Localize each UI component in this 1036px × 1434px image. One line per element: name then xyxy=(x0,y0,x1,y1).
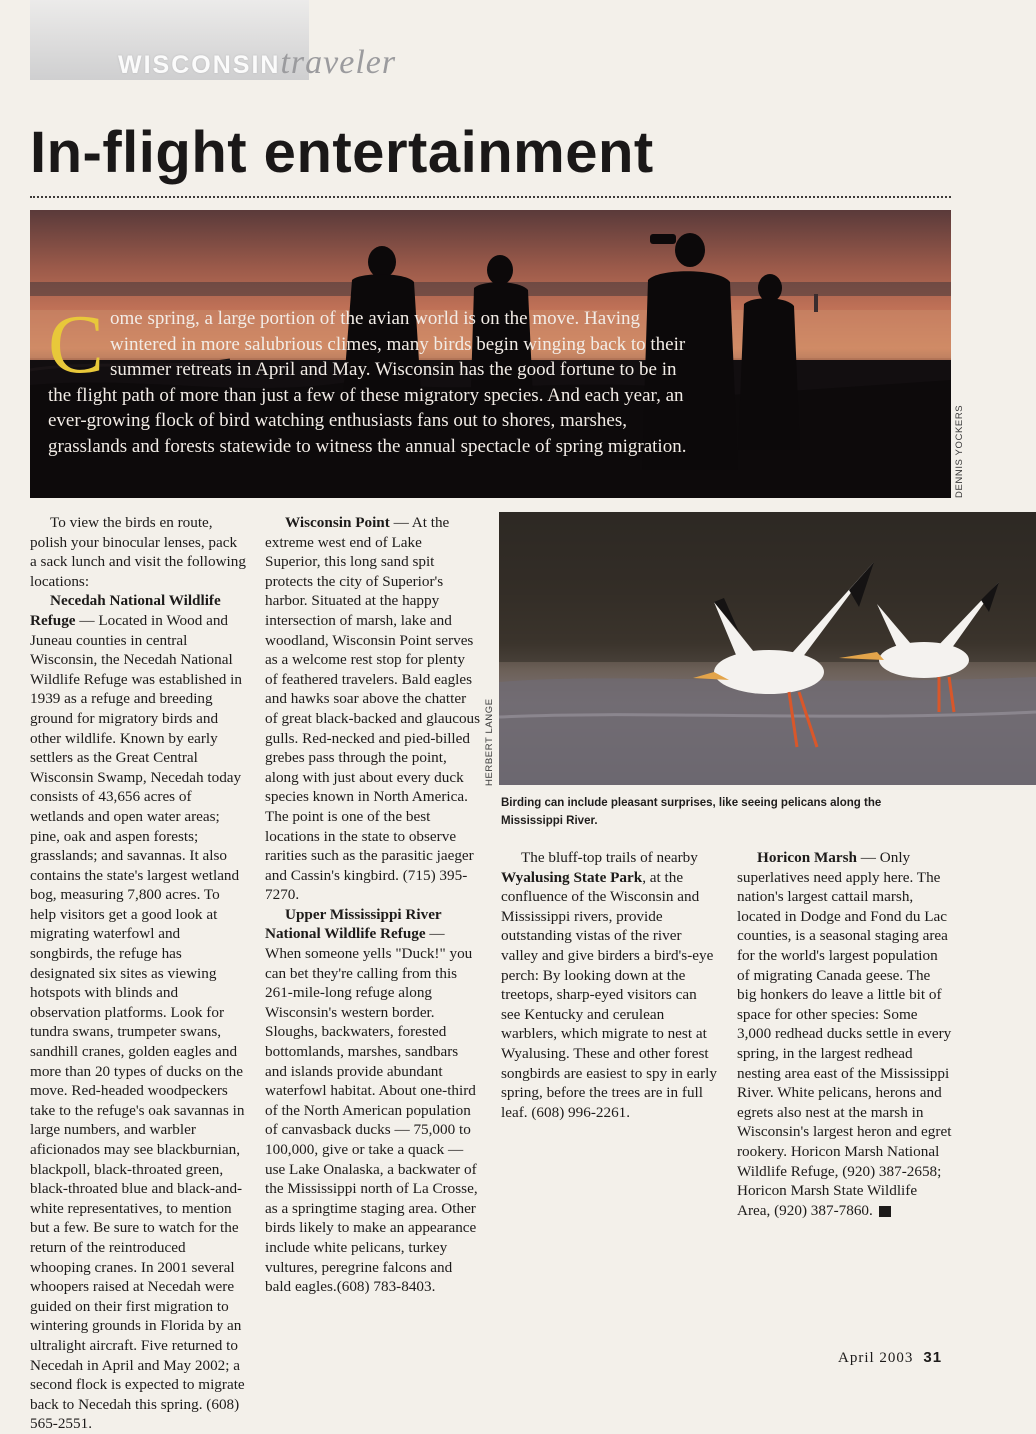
pelicans-illustration xyxy=(499,512,1036,785)
lede-paragraph xyxy=(48,298,688,459)
masthead-state: WISCONSIN xyxy=(118,51,281,79)
end-mark-icon: N xyxy=(879,1206,891,1217)
hero-photo xyxy=(30,210,951,498)
upper-mississippi-entry xyxy=(265,905,481,1297)
intro-paragraph: To view the birds en route, polish your binocular lenses, pack a sack lunch and visit the following locations: xyxy=(30,514,246,590)
necedah-entry xyxy=(30,591,246,1434)
column-3 xyxy=(501,848,717,1122)
horicon-text: — Only superlatives need apply here. The nation's largest cattail marsh, located in Dodge and Fond du Lac counties, is a seasonal staging area for the world's largest population of migrating Canada geese. The big honkers do leave a little bit of space for other species: Some 3,000 redhead ducks settle in every spring, in the largest redhead nesting area east of the Mississippi River. White pelicans, herons and egrets also nest at the marsh in Wisconsin's largest heron and egret rookery. Horicon Marsh National Wildlife Refuge, (920) 387-2658; Horicon Marsh State Wildlife Area, (920) 387-7860. xyxy=(737,849,952,1219)
wisconsin-point-text: — At the extreme west end of Lake Superior, this long sand spit protects the city of Superior's harbor. Situated at the happy intersection of marsh, lake and woodland, Wisconsin Point serves as a welcome rest stop for plenty of feathered travelers. Bald eagles and hawks soar above the chatter of great black-backed and glaucous gulls. Red-necked and pied-billed grebes pass through the point, along with just about every duck species known in North America. The point is one of the best locations in the state to observe rarities such as the parasitic jaeger and Cassin's kingbird. (715) 395-7270. xyxy=(265,514,481,904)
pelican-photo-credit: HERBERT LANGE xyxy=(484,698,495,786)
wyalusing-text: , at the confluence of the Wisconsin and Mississippi rivers, provide outstanding vistas of the river valley and give birders a bird's-eye perch: By looking down at the treetops, sharp-eyed visitors can see Kentucky and cerulean warblers, which migrate to nest at Wyalusing. These and other forest songbirds are easiest to spy in early spring, before the trees are in full leaf. (608) 996-2261. xyxy=(501,868,717,1121)
wyalusing-entry xyxy=(501,848,717,1122)
photo-caption: Birding can include pleasant surprises, like seeing pelicans along the Mississippi River. xyxy=(501,797,882,827)
issue-date: April 2003 xyxy=(838,1350,914,1366)
upper-mississippi-text: — When someone yells "Duck!" you can bet they're calling from this 261-mile-long refuge along Wisconsin's western border. Sloughs, backwaters, forested bottomlands, marshes, sandbars and islands provide abundant waterfowl habitat. About one-third of the North American population of canvasback ducks — 75,000 to 100,000, give or take a quack — use Lake Onalaska, a backwater of the Mississippi north of La Crosse, as a springtime staging area. Other birds likely to make an appearance include white pelicans, turkey vultures, peregrine falcons and bald eagles.(608) 783-8403. xyxy=(265,925,478,1296)
column-2 xyxy=(265,513,481,1297)
pelican-photo xyxy=(499,512,1036,785)
masthead-section: traveler xyxy=(280,44,397,81)
wyalusing-lead: The bluff-top trails of nearby xyxy=(521,849,698,866)
horicon-heading: Horicon Marsh xyxy=(757,849,857,866)
page-number: 31 xyxy=(923,1349,943,1366)
necedah-text: — Located in Wood and Juneau counties in central Wisconsin, the Necedah National Wildlife Refuge was established in 1939 as a refuge and breeding ground for migratory birds and other wildlife. Known by early settlers as the Great Central Wisconsin Swamp, Necedah today consists of 43,656 acres of wetlands and open water areas; pine, oak and aspen forests; grasslands; and savannas. It also contains the state's largest wetland bog, measuring 7,800 acres. To help visitors get a good look at migrating waterfowl and songbirds, the refuge has designated six sites as viewing hotspots with blinds and observation platforms. Look for tundra swans, trumpeter swans, sandhill cranes, golden eagles and more than 20 types of ducks on the move. Red-headed woodpeckers take to the refuge's oak savannas in large numbers, and warbler aficionados may see blackburnian, blackpoll, black-throated green, black-throated blue and black-and-white representatives, to mention but a few. Be sure to watch for the return of the reintroduced whooping cranes. In 2001 several whoopers raised at Necedah were guided on their first migration to wintering grounds in Florida by an ultralight aircraft. Five returned to Necedah in April and May 2002; a second flock is expected to migrate back to Necedah this spring. (608) 565-2551. xyxy=(30,611,245,1433)
article-headline: In-flight entertainment xyxy=(30,120,654,185)
page-footer xyxy=(838,1349,942,1367)
horicon-entry xyxy=(737,848,953,1220)
masthead xyxy=(118,44,396,84)
column-4 xyxy=(737,848,953,1220)
dotted-divider xyxy=(30,196,951,198)
lede-text: ome spring, a large portion of the avian world is on the move. Having wintered in more salubrious climes, many birds begin winging back to their summer retreats in April and May. Wisconsin has the good fortune to be in the flight path of more than just a few of these migratory species. And each year, an ever-growing flock of bird watching enthusiasts fans out to shores, marshes, grasslands and forests statewide to witness the annual spectacle of spring migration. xyxy=(48,308,687,457)
hero-photo-credit: DENNIS YOCKERS xyxy=(954,404,965,498)
necedah-heading: Necedah National Wildlife Refuge xyxy=(30,592,221,629)
wisconsin-point-entry xyxy=(265,513,481,905)
wisconsin-point-heading: Wisconsin Point xyxy=(285,514,390,531)
upper-mississippi-heading: Upper Mississippi River National Wildlife Refuge xyxy=(265,905,442,943)
drop-cap: C xyxy=(48,298,105,391)
wyalusing-heading: Wyalusing State Park xyxy=(501,868,643,886)
column-1 xyxy=(30,513,246,1434)
